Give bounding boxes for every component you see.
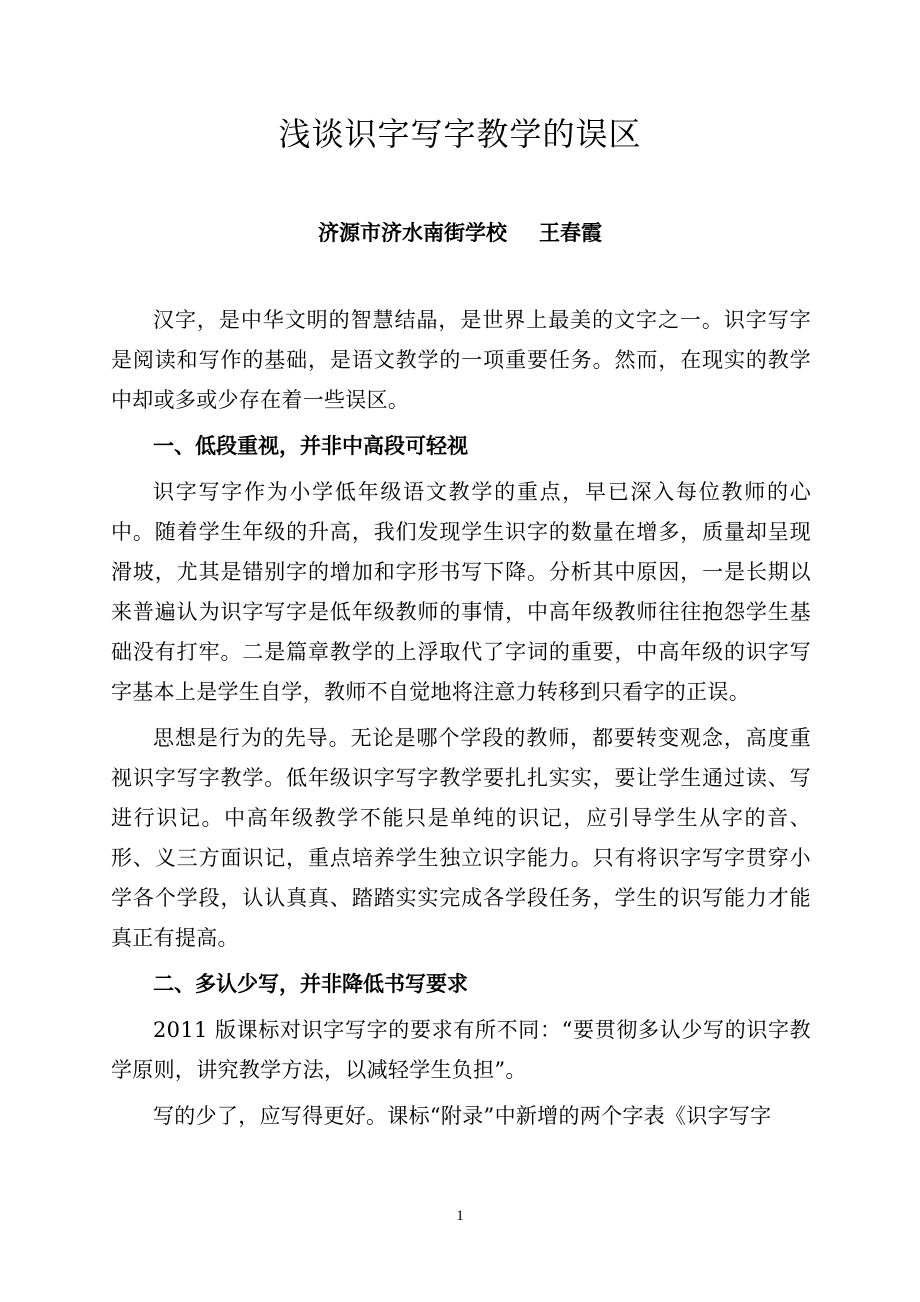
author-byline	[0, 216, 920, 250]
section-heading-2: 二、多认少写，并非降低书写要求	[153, 972, 468, 996]
section2-paragraph-1: 2011 版课标对识字写字的要求有所不同：“要贯彻多认少写的识字教学原则，讲究教学方法，以减轻学生负担”。	[111, 1018, 811, 1082]
page-number: 1	[456, 1208, 464, 1224]
section2-paragraph-2: 写的少了，应写得更好。课标“附录”中新增的两个字表《识字写字	[153, 1104, 772, 1128]
author-name: 王春霞	[539, 221, 602, 245]
document-body	[111, 300, 811, 1142]
section1-paragraph-2: 思想是行为的先导。无论是哪个学段的教师，都要转变观念，高度重视识字写字教学。低年级识字写字教学要扎扎实实，要让学生通过读、写进行识记。中高年级教学不能只是单纯的识记，应引导学生从字的音、形、义三方面识记，重点培养学生独立识字能力。只有将识字写字贯穿小学各个学段，认认真真、踏踏实实完成各学段任务，学生的识写能力才能真正有提高。	[111, 726, 811, 950]
section-heading-1: 一、低段重视，并非中高段可轻视	[153, 434, 468, 458]
document-title: 浅谈识字写字教学的误区	[278, 115, 642, 153]
intro-paragraph: 汉字，是中华文明的智慧结晶，是世界上最美的文字之一。识字写字是阅读和写作的基础，是语文教学的一项重要任务。然而，在现实的教学中却或多或少存在着一些误区。	[111, 308, 811, 412]
author-school: 济源市济水南街学校	[318, 221, 507, 245]
section1-paragraph-1: 识字写字作为小学低年级语文教学的重点，早已深入每位教师的心中。随着学生年级的升高，我们发现学生识字的数量在增多，质量却呈现滑坡，尤其是错别字的增加和字形书写下降。分析其中原因，一是长期以来普遍认为识字写字是低年级教师的事情，中高年级教师往往抱怨学生基础没有打牢。二是篇章教学的上浮取代了字词的重要，中高年级的识字写字基本上是学生自学，教师不自觉地将注意力转移到只看字的正误。	[111, 480, 811, 704]
